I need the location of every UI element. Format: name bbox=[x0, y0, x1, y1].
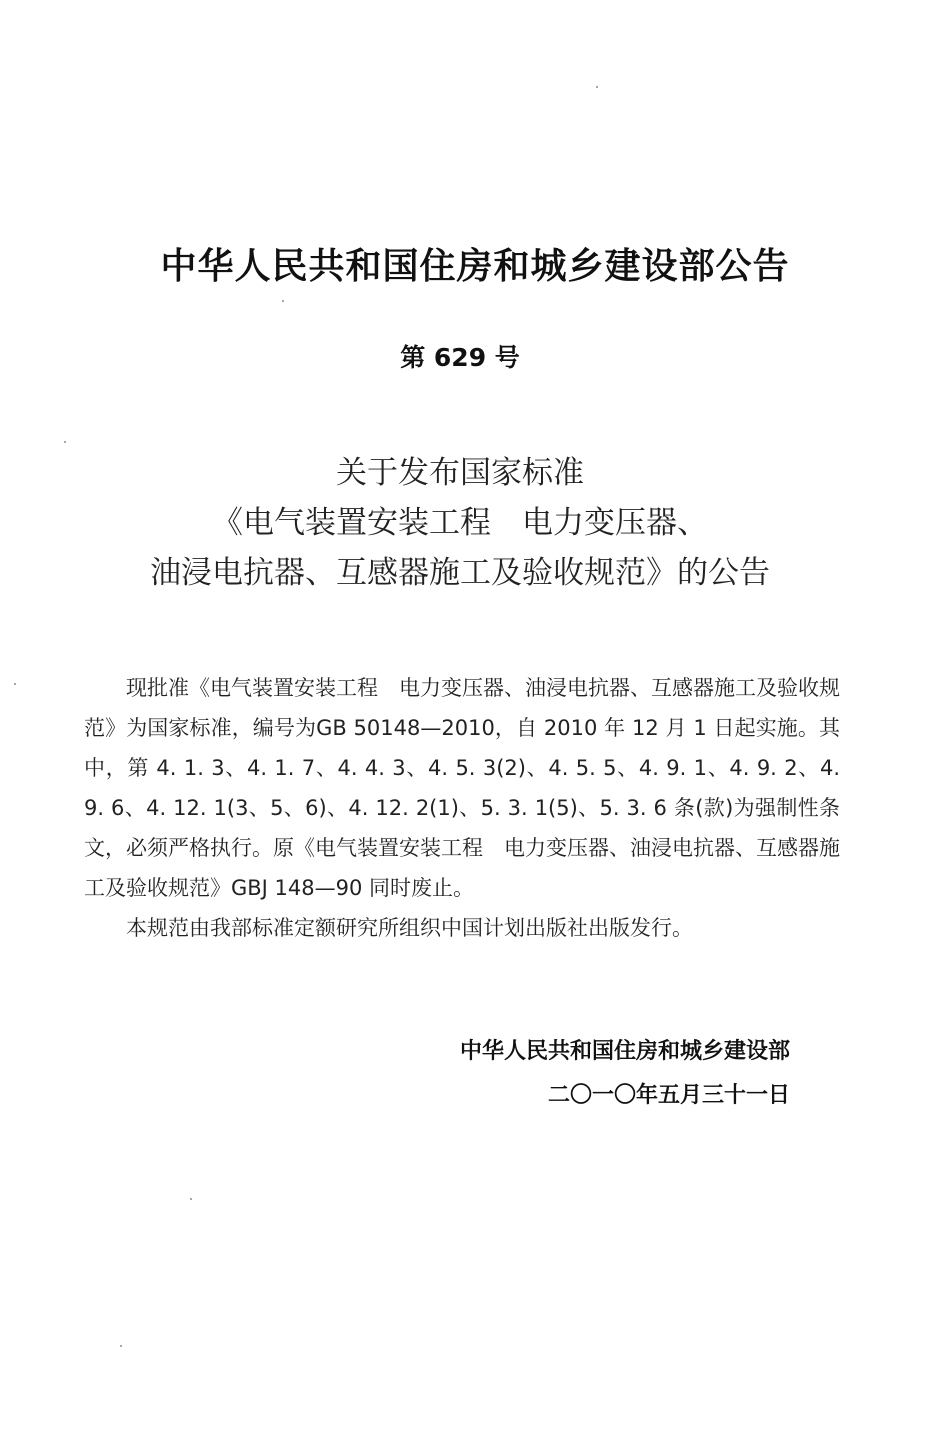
scan-speck bbox=[14, 683, 16, 685]
scan-speck bbox=[282, 300, 284, 302]
notice-body bbox=[84, 668, 840, 948]
subject-line: 油浸电抗器、互感器施工及验收规范》的公告 bbox=[150, 555, 770, 591]
body-paragraph: 本规范由我部标准定额研究所组织中国计划出版社出版发行。 bbox=[126, 916, 693, 940]
scan-speck bbox=[64, 441, 66, 443]
notice-number: 第 629 号 bbox=[400, 343, 520, 372]
scan-speck bbox=[596, 86, 598, 88]
signature-organization: 中华人民共和国住房和城乡建设部 bbox=[459, 1039, 790, 1064]
scan-speck bbox=[120, 1345, 122, 1347]
subject-line: 关于发布国家标准 bbox=[336, 455, 584, 491]
notice-title: 中华人民共和国住房和城乡建设部公告 bbox=[160, 246, 790, 287]
notice-subject bbox=[0, 448, 920, 598]
subject-line: 《电气装置安装工程 电力变压器、 bbox=[212, 505, 708, 541]
scan-speck bbox=[190, 1198, 192, 1200]
signature-date: 二〇一〇年五月三十一日 bbox=[547, 1083, 790, 1108]
signature-block bbox=[0, 1030, 790, 1118]
body-paragraph: 现批准《电气装置安装工程 电力变压器、油浸电抗器、互感器施工及验收规范》为国家标准，编号为GB 50148—2010，自 2010 年 12 月 1 日起实施。其中，第 4. 1. 3、4. 1. 7、4. 4. 3、4. 5. 3(2)、4. 5. 5、4. 9. 1、4. 9. 2、4. 9. 6、4. 12. 1(3、5、6)、4. 12. 2(1)、5. 3. 1(5)、5. 3. 6 条(款)为强制性条文，必须严格执行。原《电气装置安装工程 电力变压器、油浸电抗器、互感器施工及验收规范》GBJ 148—90 同时废止。 bbox=[84, 676, 840, 900]
